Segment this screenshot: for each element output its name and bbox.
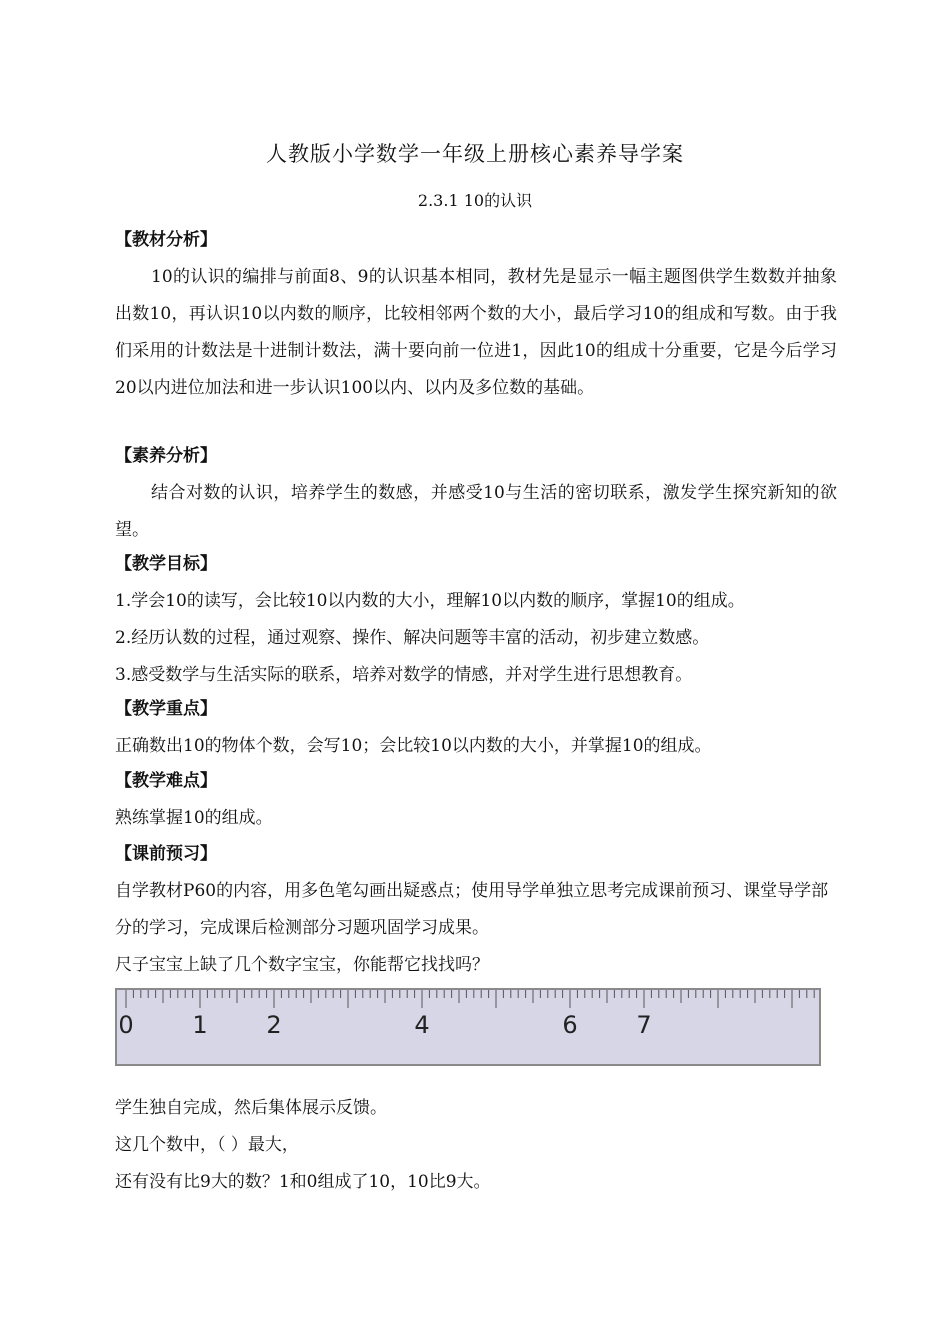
section-difficulty [115, 763, 837, 837]
section-focus [115, 691, 837, 765]
answer-line: 还有没有比9大的数？1和0组成了10，10比9大。 [115, 1172, 491, 1192]
preview-question: 尺子宝宝上缺了几个数字宝宝，你能帮它找找吗？ [115, 955, 489, 975]
section-literacy [115, 438, 837, 549]
ruler-image [115, 988, 821, 1068]
ruler-label: 4 [414, 1011, 430, 1039]
section-heading: 【教学目标】 [115, 554, 217, 574]
goal-item: 2.经历认数的过程，通过观察、操作、解决问题等丰富的活动，初步建立数感。 [115, 628, 710, 648]
section-heading: 【素养分析】 [115, 446, 217, 466]
ruler-body [116, 989, 820, 1065]
page-title: 人教版小学数学一年级上册核心素养导学案 [266, 142, 684, 166]
section-body: 自学教材P60的内容，用多色笔勾画出疑惑点；使用导学单独立思考完成课前预习、课堂导学部分的学习，完成课后检测部分习题巩固学习成果。 [115, 881, 829, 938]
section-heading: 【教学难点】 [115, 771, 217, 791]
section-analysis [115, 222, 837, 407]
section-body: 正确数出10的物体个数，会写10；会比较10以内数的大小，并掌握10的组成。 [115, 736, 712, 756]
question-line: 这几个数中，（ ）最大， [115, 1135, 299, 1155]
ruler-label: 1 [192, 1011, 208, 1039]
section-after [115, 1090, 837, 1201]
page-subtitle: 2.3.1 10的认识 [417, 191, 533, 210]
ruler-label: 6 [562, 1011, 578, 1039]
goal-item: 3.感受数学与生活实际的联系，培养对数学的情感，并对学生进行思想教育。 [115, 665, 693, 685]
ruler-label: 2 [266, 1011, 282, 1039]
section-body: 结合对数的认识，培养学生的数感，并感受10与生活的密切联系，激发学生探究新知的欲望。 [115, 483, 837, 540]
section-heading: 【教材分析】 [115, 230, 217, 250]
section-heading: 【课前预习】 [115, 844, 217, 864]
ruler-label: 0 [118, 1011, 134, 1039]
feedback-line: 学生独自完成，然后集体展示反馈。 [115, 1098, 387, 1118]
section-body: 熟练掌握10的组成。 [115, 808, 273, 828]
section-preview [115, 836, 837, 984]
section-body: 10的认识的编排与前面8、9的认识基本相同，教材先是显示一幅主题图供学生数数并抽象出数10，再认识10以内数的顺序，比较相邻两个数的大小，最后学习10的组成和写数。由于我们采用的计数法是十进制计数法，满十要向前一位进1，因此10的组成十分重要，它是今后学习20以内进位加法和进一步认识100以内、以内及多位数的基础。 [115, 267, 837, 398]
goal-item: 1.学会10的读写，会比较10以内数的大小，理解10以内数的顺序，掌握10的组成。 [115, 591, 745, 611]
section-heading: 【教学重点】 [115, 699, 217, 719]
section-goals [115, 546, 837, 694]
ruler-label: 7 [636, 1011, 652, 1039]
